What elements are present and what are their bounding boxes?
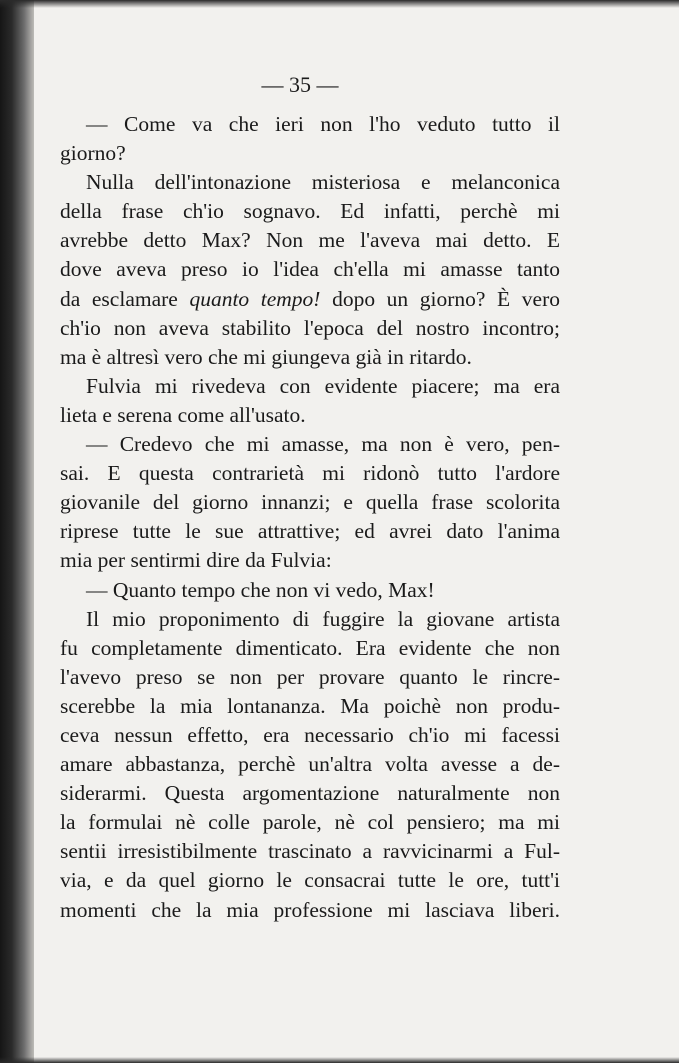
text-line: l'avevo preso se non per provare quanto le rincre- xyxy=(60,664,560,689)
body-text xyxy=(60,110,560,925)
text-line: da esclamare quanto tempo! dopo un giorno? È vero xyxy=(60,286,560,311)
text-line: avrebbe detto Max? Non me l'aveva mai detto. E xyxy=(60,228,560,253)
bottom-edge-shadow xyxy=(0,1057,679,1063)
text-line: ceva nessun effetto, era necessario ch'io mi facessi xyxy=(60,722,560,747)
text-line: — Quanto tempo che non vi vedo, Max! xyxy=(86,577,435,602)
text-line: — Credevo che mi amasse, ma non è vero, pen- xyxy=(86,432,560,457)
text-line: Il mio proponimento di fuggire la giovane artista xyxy=(86,606,560,631)
text-line: scerebbe la mia lontananza. Ma poichè non produ- xyxy=(60,693,560,718)
text-line: lieta e serena come all'usato. xyxy=(60,402,306,427)
text-line: ma è altresì vero che mi giungeva già in ritardo. xyxy=(60,344,472,369)
text-line: ch'io non aveva stabilito l'epoca del nostro incontro; xyxy=(60,315,560,340)
top-edge-shadow xyxy=(0,0,679,8)
text-line: sai. E questa contrarietà mi ridonò tutto l'ardore xyxy=(60,461,560,486)
binding-shadow xyxy=(0,0,34,1063)
italic-phrase: quanto tempo! xyxy=(189,286,321,311)
text-line: momenti che la mia professione mi lasciava liberi. xyxy=(60,897,560,922)
text-line: dove aveva preso io l'idea ch'ella mi amasse tanto xyxy=(60,257,560,282)
text-line: giovanile del giorno innanzi; e quella frase scolorita xyxy=(60,490,560,515)
page-number: — 35 — xyxy=(261,72,339,97)
text-line: siderarmi. Questa argomentazione naturalmente non xyxy=(60,781,560,806)
text-line: via, e da quel giorno le consacrai tutte le ore, tutt'i xyxy=(60,868,560,893)
text-line: giorno? xyxy=(60,141,126,166)
text-line: riprese tutte le sue attrattive; ed avrei dato l'anima xyxy=(60,519,560,544)
text-line: Nulla dell'intonazione misteriosa e melanconica xyxy=(86,170,560,195)
text-line: fu completamente dimenticato. Era evidente che non xyxy=(60,635,560,660)
text-line: della frase ch'io sognavo. Ed infatti, perchè mi xyxy=(60,199,560,224)
text-line: Fulvia mi rivedeva con evidente piacere; ma era xyxy=(86,373,560,398)
text-line: amare abbastanza, perchè un'altra volta avesse a de- xyxy=(60,752,560,777)
text-line: sentii irresistibilmente trascinato a ravvicinarmi a Ful- xyxy=(60,839,560,864)
text-line: — Come va che ieri non l'ho veduto tutto il xyxy=(86,112,560,136)
text-line: mia per sentirmi dire da Fulvia: xyxy=(60,548,332,573)
text-line: la formulai nè colle parole, nè col pensiero; ma mi xyxy=(60,810,560,835)
